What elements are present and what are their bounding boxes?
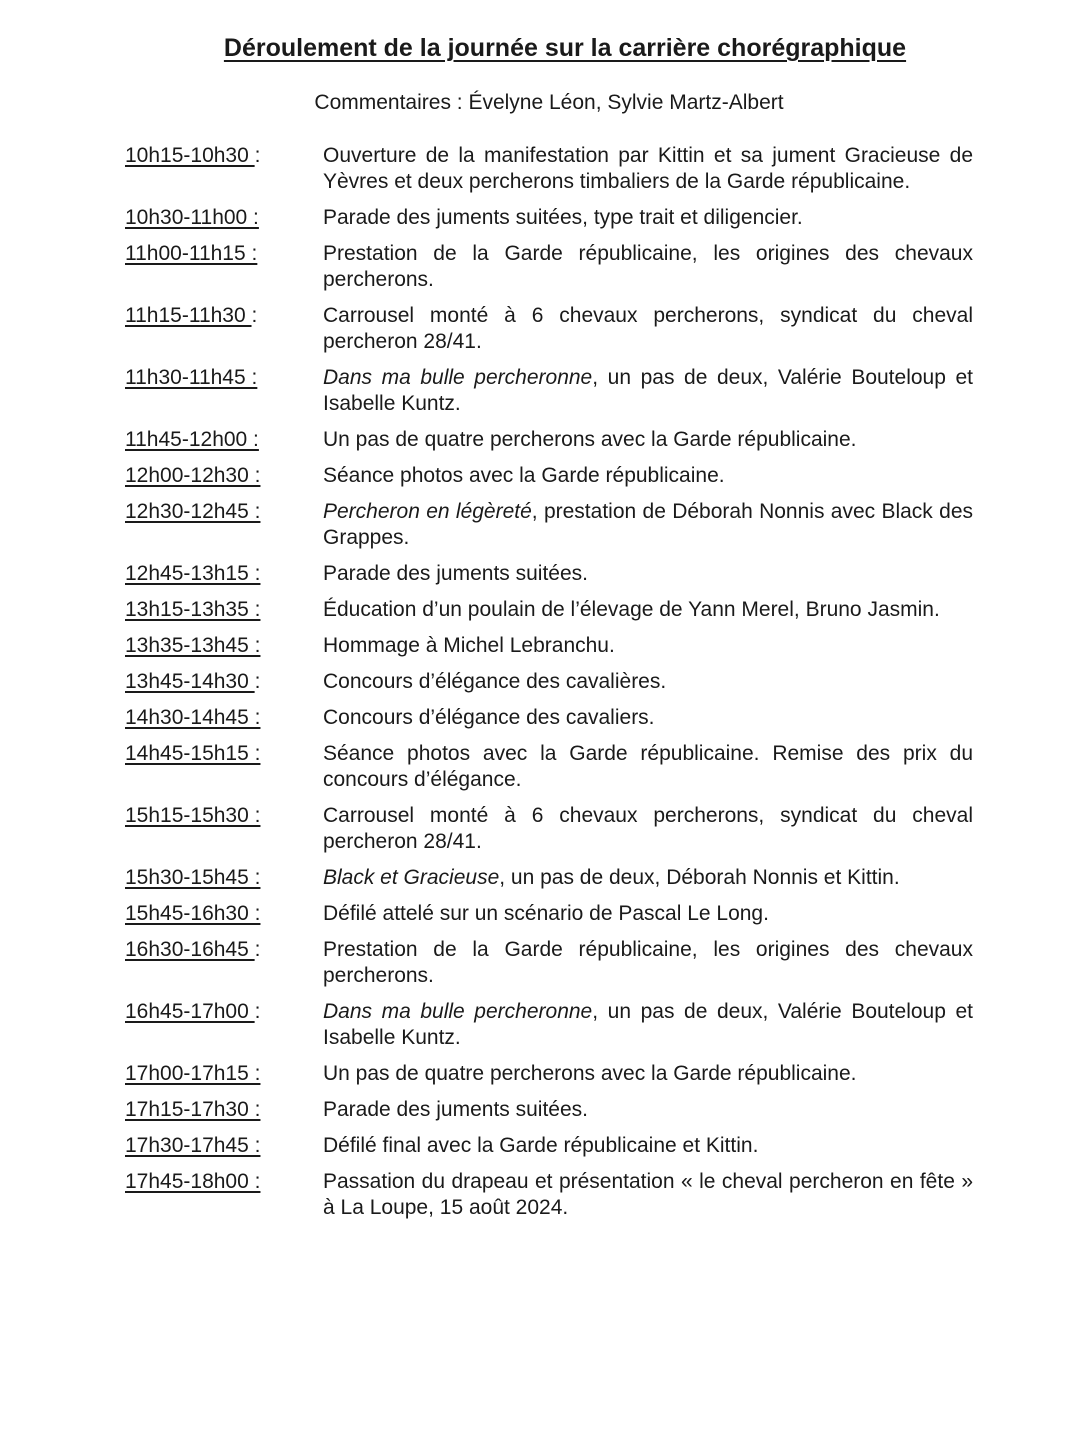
schedule-text: , un pas de deux, Valérie Bouteloup et Isabelle Kuntz. [323, 1000, 973, 1049]
schedule-time-label: 17h00-17h15 : [125, 1062, 261, 1085]
schedule-description [323, 803, 973, 855]
schedule-row [125, 741, 973, 793]
schedule-time [125, 633, 323, 659]
schedule-time-separator: : [254, 938, 261, 961]
schedule-time-label: 12h45-13h15 : [125, 562, 261, 585]
schedule-text: Concours d’élégance des cavaliers. [323, 706, 655, 729]
schedule-time-label: 10h30-11h00 : [125, 206, 259, 229]
schedule-time [125, 901, 323, 927]
schedule-text: Carrousel monté à 6 chevaux percherons, syndicat du cheval percheron 28/41. [323, 304, 973, 353]
schedule-text: Séance photos avec la Garde républicaine. [323, 464, 725, 487]
schedule-row [125, 427, 973, 453]
schedule-time [125, 143, 323, 169]
schedule-row [125, 303, 973, 355]
schedule-text: Séance photos avec la Garde républicaine. Remise des prix du concours d’élégance. [323, 742, 973, 791]
schedule-time-label: 15h15-15h30 : [125, 804, 261, 827]
schedule-text: Éducation d’un poulain de l’élevage de Yann Merel, Bruno Jasmin. [323, 598, 940, 621]
schedule-time [125, 205, 323, 231]
schedule-description [323, 865, 973, 891]
schedule-italic-title: Percheron en légèreté [323, 500, 532, 523]
schedule-row [125, 937, 973, 989]
schedule-row [125, 561, 973, 587]
schedule-row [125, 803, 973, 855]
schedule-description [323, 597, 973, 623]
schedule-time-separator: : [254, 670, 261, 693]
schedule-time-label: 15h30-15h45 : [125, 866, 261, 889]
schedule-time [125, 999, 323, 1025]
schedule-row [125, 1169, 973, 1221]
schedule-text: Hommage à Michel Lebranchu. [323, 634, 615, 657]
schedule-row [125, 999, 973, 1051]
schedule-time-label: 12h30-12h45 : [125, 500, 261, 523]
schedule-list [125, 143, 973, 1231]
schedule-description [323, 1133, 973, 1159]
schedule-time-separator: : [254, 144, 261, 167]
schedule-row [125, 1097, 973, 1123]
schedule-time [125, 463, 323, 489]
schedule-time [125, 803, 323, 829]
schedule-time [125, 241, 323, 267]
schedule-row [125, 1061, 973, 1087]
schedule-description [323, 741, 973, 793]
page-subtitle: Commentaires : Évelyne Léon, Sylvie Martz-Albert [314, 91, 784, 114]
schedule-row [125, 597, 973, 623]
schedule-text: Carrousel monté à 6 chevaux percherons, syndicat du cheval percheron 28/41. [323, 804, 973, 853]
schedule-time [125, 865, 323, 891]
schedule-time [125, 1097, 323, 1123]
schedule-text: Parade des juments suitées, type trait et diligencier. [323, 206, 803, 229]
schedule-row [125, 241, 973, 293]
schedule-time-label: 11h15-11h30 [125, 304, 252, 327]
schedule-time [125, 937, 323, 963]
schedule-text: Concours d’élégance des cavalières. [323, 670, 667, 693]
schedule-description [323, 463, 973, 489]
schedule-time-label: 16h30-16h45 [125, 938, 255, 961]
schedule-time-label: 15h45-16h30 : [125, 902, 261, 925]
schedule-time [125, 303, 323, 329]
schedule-text: Parade des juments suitées. [323, 1098, 588, 1121]
schedule-description [323, 561, 973, 587]
schedule-time-label: 17h15-17h30 : [125, 1098, 261, 1121]
schedule-row [125, 143, 973, 195]
schedule-text: , un pas de deux, Valérie Bouteloup et Isabelle Kuntz. [323, 366, 973, 415]
schedule-time-label: 13h15-13h35 : [125, 598, 261, 621]
schedule-description [323, 705, 973, 731]
schedule-time-label: 11h30-11h45 : [125, 366, 258, 389]
schedule-time [125, 1133, 323, 1159]
schedule-time-label: 13h45-14h30 [125, 670, 255, 693]
schedule-time [125, 499, 323, 525]
schedule-italic-title: Black et Gracieuse [323, 866, 500, 889]
schedule-description [323, 1097, 973, 1123]
schedule-row [125, 463, 973, 489]
schedule-time [125, 561, 323, 587]
schedule-time-label: 17h45-18h00 : [125, 1170, 261, 1193]
schedule-row [125, 499, 973, 551]
schedule-description [323, 241, 973, 293]
schedule-description [323, 937, 973, 989]
schedule-time [125, 365, 323, 391]
schedule-description [323, 999, 973, 1051]
schedule-time [125, 1061, 323, 1087]
schedule-time [125, 597, 323, 623]
schedule-time [125, 741, 323, 767]
schedule-row [125, 865, 973, 891]
schedule-time-separator: : [251, 304, 258, 327]
schedule-description [323, 1169, 973, 1221]
schedule-time [125, 427, 323, 453]
schedule-text: Défilé attelé sur un scénario de Pascal Le Long. [323, 902, 769, 925]
schedule-row [125, 365, 973, 417]
schedule-time-label: 14h45-15h15 : [125, 742, 261, 765]
schedule-description [323, 143, 973, 195]
schedule-text: Prestation de la Garde républicaine, les origines des chevaux percherons. [323, 938, 973, 987]
schedule-time-label: 11h45-12h00 : [125, 428, 259, 451]
schedule-row [125, 669, 973, 695]
schedule-description [323, 669, 973, 695]
schedule-text: Un pas de quatre percherons avec la Garde républicaine. [323, 1062, 857, 1085]
page-title: Déroulement de la journée sur la carrière chorégraphique [223, 34, 907, 62]
schedule-text: Défilé final avec la Garde républicaine et Kittin. [323, 1134, 759, 1157]
schedule-text: Prestation de la Garde républicaine, les origines des chevaux percherons. [323, 242, 973, 291]
schedule-description [323, 633, 973, 659]
schedule-time [125, 669, 323, 695]
schedule-row [125, 705, 973, 731]
schedule-italic-title: Dans ma bulle percheronne [323, 1000, 593, 1023]
schedule-time-label: 10h15-10h30 [125, 144, 255, 167]
schedule-time-label: 16h45-17h00 [125, 1000, 255, 1023]
schedule-row [125, 205, 973, 231]
schedule-time [125, 1169, 323, 1195]
schedule-text: Parade des juments suitées. [323, 562, 588, 585]
schedule-description [323, 901, 973, 927]
schedule-time-label: 17h30-17h45 : [125, 1134, 261, 1157]
schedule-time-label: 12h00-12h30 : [125, 464, 261, 487]
schedule-row [125, 1133, 973, 1159]
schedule-description [323, 365, 973, 417]
schedule-description [323, 205, 973, 231]
schedule-row [125, 901, 973, 927]
schedule-text: Passation du drapeau et présentation « le cheval percheron en fête » à La Loupe, 15 août 2024. [323, 1170, 973, 1219]
schedule-text: , un pas de deux, Déborah Nonnis et Kittin. [499, 866, 900, 889]
schedule-text: , prestation de Déborah Nonnis avec Black des Grappes. [323, 500, 973, 549]
schedule-description [323, 303, 973, 355]
schedule-description [323, 427, 973, 453]
schedule-time [125, 705, 323, 731]
schedule-description [323, 499, 973, 551]
schedule-text: Un pas de quatre percherons avec la Garde républicaine. [323, 428, 857, 451]
schedule-time-label: 13h35-13h45 : [125, 634, 261, 657]
schedule-time-label: 14h30-14h45 : [125, 706, 261, 729]
schedule-time-label: 11h00-11h15 : [125, 242, 258, 265]
schedule-row [125, 633, 973, 659]
schedule-text: Ouverture de la manifestation par Kittin et sa jument Gracieuse de Yèvres et deux percherons timbaliers de la Garde républicaine. [323, 144, 973, 193]
schedule-description [323, 1061, 973, 1087]
schedule-italic-title: Dans ma bulle percheronne [323, 366, 593, 389]
schedule-time-separator: : [254, 1000, 261, 1023]
